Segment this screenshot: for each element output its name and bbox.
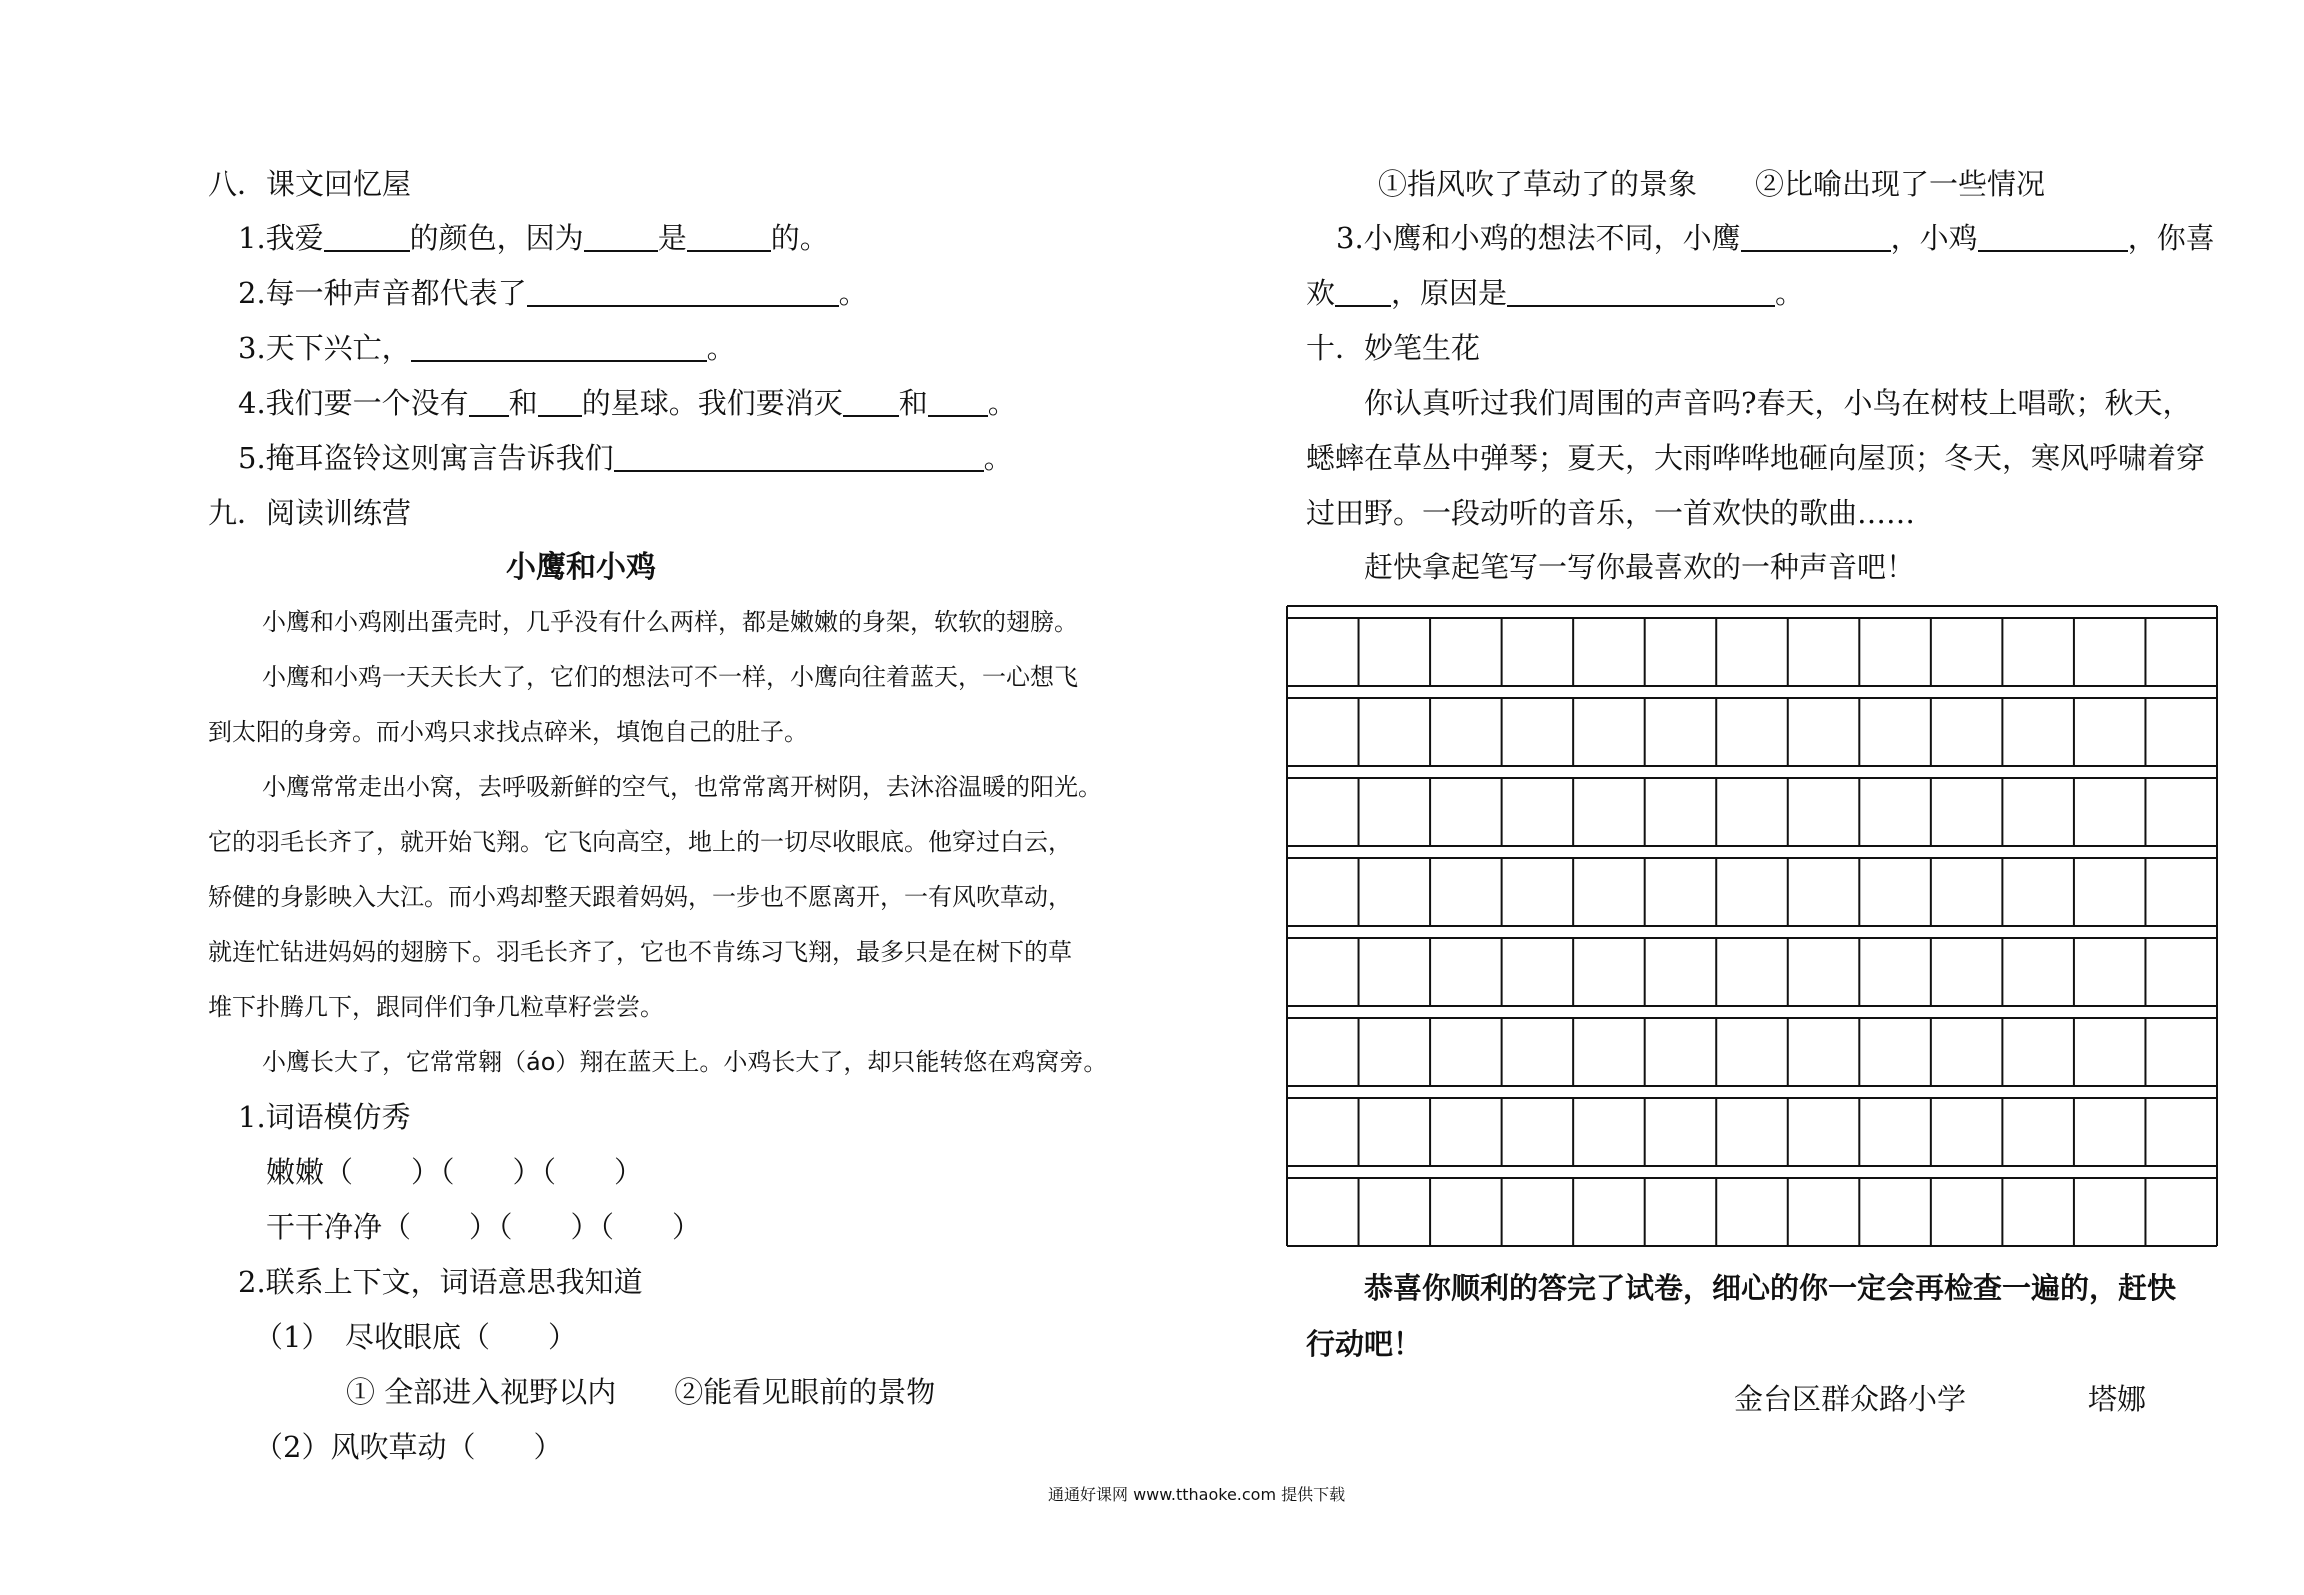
section-9-title: 九．阅读训练营 — [208, 496, 412, 530]
r-question-3 — [1336, 221, 2215, 255]
q4-text-e: 。 — [987, 386, 1017, 420]
s10-text-line: 蟋蟀在草丛中弹琴；夏天，大雨哗哗地砸向屋顶；冬天，寒风呼啸着穿 — [1306, 441, 2206, 475]
word-meaning-item-1-options: ① 全部进入视野以内 ②能看见眼前的景物 — [346, 1375, 936, 1409]
r-q3-text-b: ，小鸡 — [1890, 221, 1978, 255]
q4-text-b: 和 — [508, 386, 538, 420]
q5-text-b: 。 — [983, 441, 1013, 475]
s8-question-1 — [238, 221, 829, 255]
q1-blank-3[interactable] — [687, 224, 771, 252]
word-meaning-title: 2.联系上下文，词语意思我知道 — [238, 1265, 643, 1299]
q4-blank-1[interactable] — [469, 389, 509, 417]
s10-text-line: 过田野。一段动听的音乐，一首欢快的歌曲…… — [1306, 496, 1916, 530]
q4-text-a: 4.我们要一个没有 — [238, 386, 469, 420]
closing-message-line-1: 恭喜你顺利的答完了试卷，细心的你一定会再检查一遍的，赶快 — [1364, 1271, 2177, 1305]
r-q3-blank-3[interactable] — [1335, 279, 1391, 307]
passage-line: 堆下扑腾几下，跟同伴们争几粒草籽尝尝。 — [208, 993, 664, 1021]
q3-blank[interactable] — [411, 334, 707, 362]
q2-blank[interactable] — [527, 279, 839, 307]
r-q3-line2-text-a: 欢 — [1306, 276, 1336, 310]
q1-text-b: 的颜色，因为 — [409, 221, 584, 255]
r-q3-text-a: 3.小鹰和小鸡的想法不同，小鹰 — [1336, 221, 1741, 255]
word-meaning-item-1[interactable]: （1） 尽收眼底（ ） — [254, 1320, 577, 1354]
r-q3-blank-2[interactable] — [1978, 224, 2128, 252]
r-q3-text-c: ，你喜 — [2127, 221, 2215, 255]
r-question-3-line-2 — [1306, 276, 1805, 310]
q1-text-a: 1.我爱 — [238, 221, 324, 255]
passage-line: 到太阳的身旁。而小鸡只求找点碎米，填饱自己的肚子。 — [208, 718, 808, 746]
section-10-title: 十．妙笔生花 — [1306, 331, 1481, 365]
q1-text-c: 是 — [657, 221, 687, 255]
q4-text-d: 和 — [898, 386, 928, 420]
writing-grid[interactable] — [1286, 605, 2218, 1255]
r-q3-blank-4[interactable] — [1507, 279, 1775, 307]
s8-question-5 — [238, 441, 1013, 475]
writing-grid-svg[interactable] — [1286, 605, 2218, 1255]
q5-blank[interactable] — [614, 444, 984, 472]
q3-text-a: 3.天下兴亡， — [238, 331, 411, 365]
footer-source: 通通好课网 www.tthaoke.com 提供下载 — [1048, 1485, 1346, 1504]
passage-line: 小鹰长大了，它常常翱（áo）翔在蓝天上。小鸡长大了，却只能转悠在鸡窝旁。 — [262, 1048, 1108, 1076]
school-name: 金台区群众路小学 — [1734, 1382, 1967, 1416]
section-8-title: 八．课文回忆屋 — [208, 167, 412, 201]
author-name: 塔娜 — [2088, 1382, 2147, 1416]
s10-text-line: 赶快拿起笔写一写你最喜欢的一种声音吧！ — [1364, 550, 1916, 584]
word-meaning-item-2-options: ①指风吹了草动了的景象 ②比喻出现了一些情况 — [1378, 167, 2046, 201]
q1-blank-2[interactable] — [584, 224, 658, 252]
q4-text-c: 的星球。我们要消灭 — [581, 386, 843, 420]
r-q3-line2-text-b: ，原因是 — [1391, 276, 1508, 310]
q1-blank-1[interactable] — [324, 224, 410, 252]
q4-blank-3[interactable] — [843, 389, 899, 417]
passage-line: 它的羽毛长齐了，就开始飞翔。它飞向高空，地上的一切尽收眼底。他穿过白云， — [208, 828, 1072, 856]
q4-blank-4[interactable] — [928, 389, 988, 417]
r-q3-blank-1[interactable] — [1741, 224, 1891, 252]
r-q3-line2-text-c: 。 — [1775, 276, 1805, 310]
word-imitation-line-1[interactable]: 嫩嫩（ ）（ ）（ ） — [266, 1155, 644, 1189]
q4-blank-2[interactable] — [538, 389, 582, 417]
s10-text-line: 你认真听过我们周围的声音吗?春天，小鸟在树枝上唱歌；秋天， — [1364, 386, 2192, 420]
passage-line: 矫健的身影映入大江。而小鸡却整天跟着妈妈，一步也不愿离开，一有风吹草动， — [208, 883, 1072, 911]
s8-question-2 — [238, 276, 868, 310]
word-meaning-item-2[interactable]: （2）风吹草动（ ） — [254, 1430, 563, 1464]
word-imitation-title: 1.词语模仿秀 — [238, 1100, 411, 1134]
word-imitation-line-2[interactable]: 干干净净（ ）（ ）（ ） — [266, 1210, 702, 1244]
passage-title: 小鹰和小鸡 — [506, 550, 656, 585]
q2-text-a: 2.每一种声音都代表了 — [238, 276, 527, 310]
passage-line: 小鹰和小鸡刚出蛋壳时，几乎没有什么两样，都是嫩嫩的身架，软软的翅膀。 — [262, 608, 1078, 636]
closing-message-line-2: 行动吧！ — [1306, 1327, 1423, 1361]
passage-line: 小鹰和小鸡一天天长大了，它们的想法可不一样，小鹰向往着蓝天，一心想飞 — [262, 663, 1078, 691]
passage-line: 小鹰常常走出小窝，去呼吸新鲜的空气，也常常离开树阴，去沐浴温暖的阳光。 — [262, 773, 1102, 801]
s8-question-4 — [238, 386, 1017, 420]
passage-line: 就连忙钻进妈妈的翅膀下。羽毛长齐了，它也不肯练习飞翔，最多只是在树下的草 — [208, 938, 1072, 966]
q1-text-d: 的。 — [770, 221, 829, 255]
q5-text-a: 5.掩耳盗铃这则寓言告诉我们 — [238, 441, 614, 475]
q2-text-b: 。 — [838, 276, 868, 310]
q3-text-b: 。 — [706, 331, 736, 365]
s8-question-3 — [238, 331, 736, 365]
